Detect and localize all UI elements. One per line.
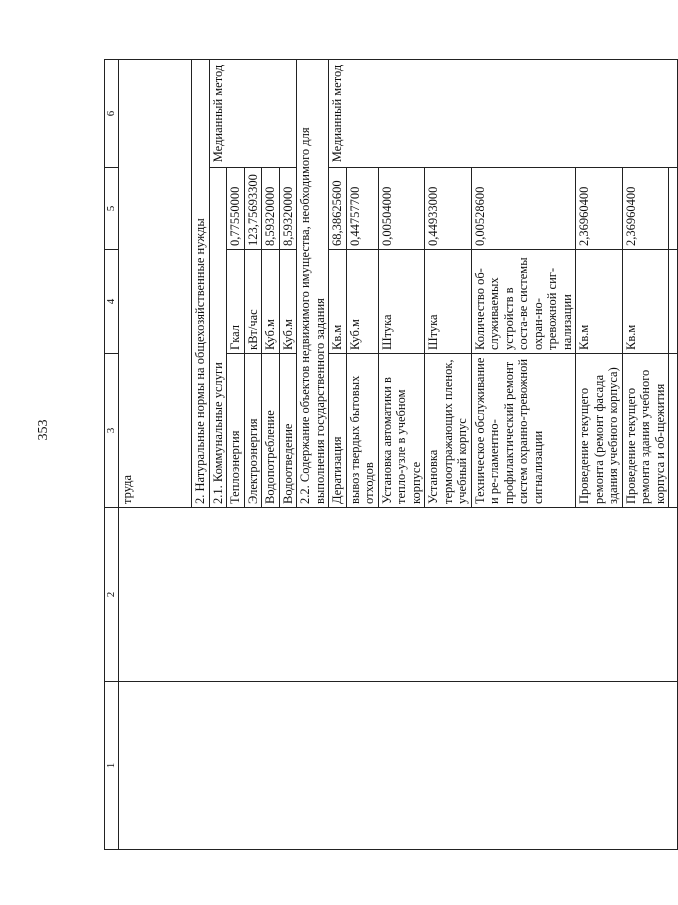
item-unit: Кв.м (622, 250, 669, 354)
blank-cell (669, 354, 678, 508)
continuation-cell: труда (119, 60, 192, 508)
header-col-3: 3 (105, 354, 119, 508)
item-value: 2,36960400 (622, 168, 669, 250)
item-unit: Кв.м (329, 250, 347, 354)
page-number: 353 (36, 419, 51, 441)
utilities-method: Медианный метод (209, 60, 297, 168)
subsection-property: 2.2. Содержание объектов недвижимого имущества, необходимого для выполнения государственного задания (297, 60, 329, 508)
item-unit: Куб.м (279, 250, 297, 354)
item-name: вывоз твердых бытовых отходов (346, 354, 378, 508)
item-unit: Штука (425, 250, 472, 354)
subsection-utilities: 2.1. Коммунальные услуги (209, 168, 227, 508)
item-unit: Куб.м (262, 250, 280, 354)
item-value: 68,38625600 (329, 168, 347, 250)
item-unit: Кв.м (576, 250, 623, 354)
item-name: Водопотребление (262, 354, 280, 508)
item-unit: Куб.м (346, 250, 378, 354)
header-col-2: 2 (105, 508, 119, 682)
item-unit: Гкал (227, 250, 245, 354)
table-header-row (105, 60, 119, 850)
rotated-table-container (104, 60, 667, 850)
item-unit: кВт/час (244, 250, 262, 354)
norms-table (104, 59, 678, 850)
col2-merged-cell (119, 508, 678, 682)
item-value: 0,44933000 (425, 168, 472, 250)
blank-cell (669, 168, 678, 250)
header-col-4: 4 (105, 250, 119, 354)
table-row (119, 60, 192, 850)
item-value: 2,36960400 (576, 168, 623, 250)
property-method: Медианный метод (329, 60, 678, 168)
blank-cell (669, 250, 678, 354)
item-value: 123,75693300 (244, 168, 262, 250)
item-name: Теплоэнергия (227, 354, 245, 508)
item-name: Электроэнергия (244, 354, 262, 508)
section-title: 2. Натуральные нормы на общехозяйственные нужды (192, 60, 210, 508)
item-name: Проведение текущего ремонта здания учебного корпуса и об-щежития (622, 354, 669, 508)
item-name: Установка термоотражающих пленок, учебный корпус (425, 354, 472, 508)
item-name: Водоотведение (279, 354, 297, 508)
item-unit: Количество об-служиваемых устройств в соста-ве системы охран-но-тревожной сиг-нализации (471, 250, 576, 354)
item-value: 0,44757700 (346, 168, 378, 250)
item-unit: Штука (378, 250, 425, 354)
item-name: Проведение текущего ремонта (ремонт фасада здания учебного корпуса) (576, 354, 623, 508)
item-value: 0,77550000 (227, 168, 245, 250)
header-col-5: 5 (105, 168, 119, 250)
col1-merged-cell (119, 682, 678, 850)
header-col-1: 1 (105, 682, 119, 850)
header-col-6: 6 (105, 60, 119, 168)
item-value: 0,00528600 (471, 168, 576, 250)
item-value: 8,59320000 (262, 168, 280, 250)
item-name: Установка автоматики в тепло-узле в учебном корпусе (378, 354, 425, 508)
item-name: Техническое обслуживание и ре-гламентно-профилактический ремонт систем охранно-тревожной сигнализации (471, 354, 576, 508)
item-value: 8,59320000 (279, 168, 297, 250)
item-value: 0,00504000 (378, 168, 425, 250)
item-name: Дератизация (329, 354, 347, 508)
